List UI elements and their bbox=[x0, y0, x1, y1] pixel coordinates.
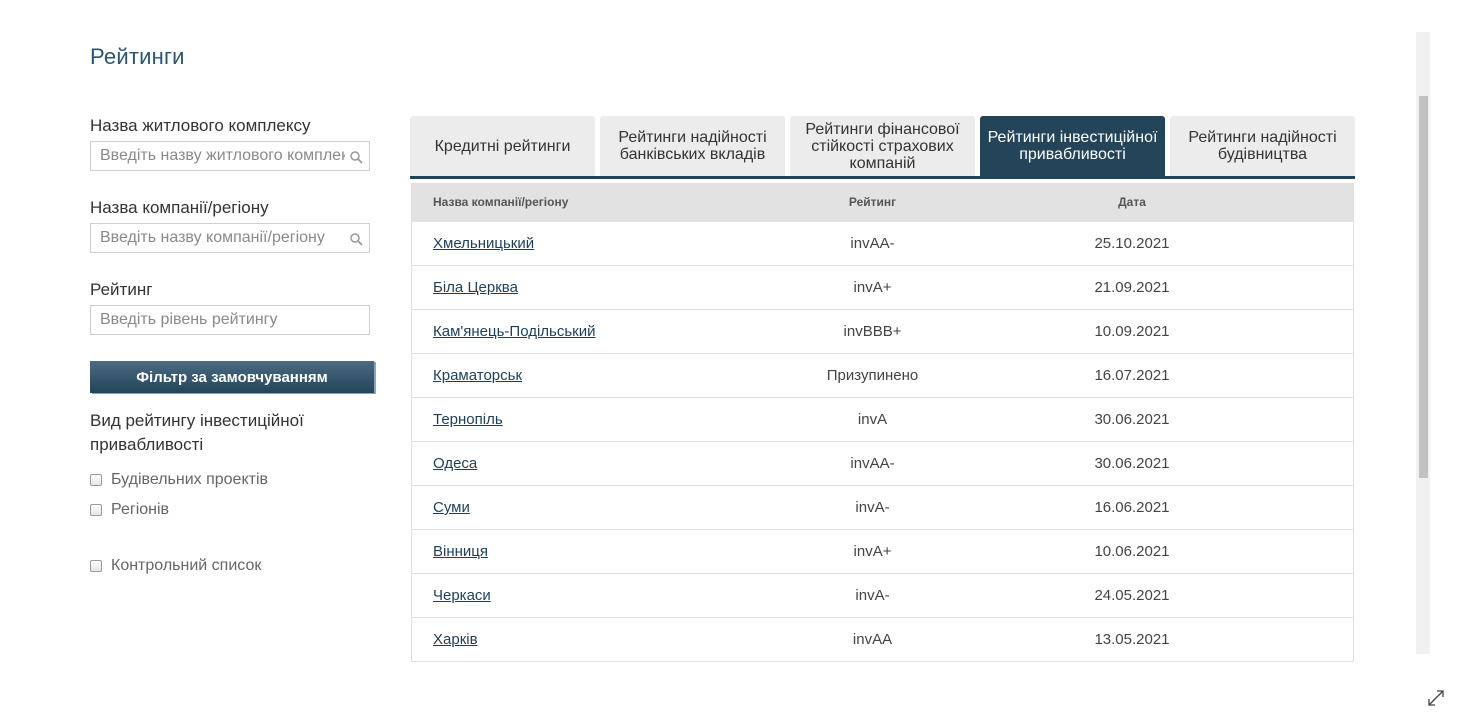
rating-cell: invA+ bbox=[764, 266, 981, 310]
rating-type-title: Вид рейтингу інвестиційної привабливості bbox=[90, 411, 304, 454]
date-cell: 10.06.2021 bbox=[981, 530, 1283, 574]
table-row bbox=[412, 574, 1353, 618]
complex-label: Назва житлового комплексу bbox=[90, 116, 311, 135]
table-row bbox=[412, 354, 1353, 398]
rating-field bbox=[90, 305, 370, 335]
rating-cell: invAA bbox=[764, 618, 981, 662]
company-link[interactable]: Суми bbox=[433, 499, 470, 516]
checkbox-icon[interactable] bbox=[90, 504, 102, 516]
date-cell: 16.06.2021 bbox=[981, 486, 1283, 530]
checkbox-label: Регіонів bbox=[111, 501, 170, 518]
date-cell: 30.06.2021 bbox=[981, 442, 1283, 486]
date-cell: 25.10.2021 bbox=[981, 222, 1283, 266]
date-cell: 30.06.2021 bbox=[981, 398, 1283, 442]
rating-cell: invBBB+ bbox=[764, 310, 981, 354]
rating-cell: invAA- bbox=[764, 222, 981, 266]
scrollbar-thumb[interactable] bbox=[1419, 96, 1428, 478]
checkbox-icon[interactable] bbox=[90, 474, 102, 486]
tab-construction-ratings[interactable]: Рейтинги надійності будівництва bbox=[1170, 116, 1355, 176]
date-cell: 16.07.2021 bbox=[981, 354, 1283, 398]
company-link[interactable]: Черкаси bbox=[433, 587, 491, 604]
column-spacer bbox=[1283, 183, 1353, 222]
complex-search-input[interactable] bbox=[91, 142, 369, 170]
column-header-rating[interactable]: Рейтинг bbox=[764, 183, 981, 222]
rating-tabs bbox=[410, 116, 1355, 179]
company-link[interactable]: Тернопіль bbox=[433, 411, 503, 428]
company-link[interactable]: Кам'янець-Подільський bbox=[433, 323, 596, 340]
company-link[interactable]: Харків bbox=[433, 631, 478, 648]
rating-input[interactable] bbox=[91, 306, 369, 334]
table-row bbox=[412, 266, 1353, 310]
date-cell: 21.09.2021 bbox=[981, 266, 1283, 310]
rating-cell: invA+ bbox=[764, 530, 981, 574]
table-row bbox=[412, 310, 1353, 354]
ratings-table bbox=[411, 183, 1354, 662]
date-cell: 13.05.2021 bbox=[981, 618, 1283, 662]
rating-cell: invAA- bbox=[764, 442, 981, 486]
checkbox-construction-projects[interactable] bbox=[90, 471, 380, 489]
company-link[interactable]: Хмельницький bbox=[433, 235, 535, 252]
rating-cell: invA bbox=[764, 398, 981, 442]
rating-cell: invA- bbox=[764, 574, 981, 618]
date-cell: 10.09.2021 bbox=[981, 310, 1283, 354]
date-cell: 24.05.2021 bbox=[981, 574, 1283, 618]
rating-cell: invA- bbox=[764, 486, 981, 530]
table-row bbox=[412, 530, 1353, 574]
checkbox-label: Контрольний список bbox=[111, 557, 262, 574]
table-row bbox=[412, 486, 1353, 530]
table-row bbox=[412, 398, 1353, 442]
rating-cell: Призупинено bbox=[764, 354, 981, 398]
filter-sidebar bbox=[90, 116, 380, 575]
table-row bbox=[412, 222, 1353, 266]
table-header-row bbox=[412, 183, 1353, 222]
column-header-name[interactable]: Назва компанії/регіону bbox=[412, 183, 764, 222]
tab-credit-ratings[interactable]: Кредитні рейтинги bbox=[410, 116, 595, 176]
search-icon[interactable] bbox=[349, 150, 363, 164]
default-filter-button[interactable]: Фільтр за замовчуванням bbox=[90, 361, 374, 393]
checkbox-label: Будівельних проектів bbox=[111, 471, 269, 488]
company-link[interactable]: Вінниця bbox=[433, 543, 488, 560]
checkbox-regions[interactable] bbox=[90, 501, 380, 519]
tab-bank-deposit-ratings[interactable]: Рейтинги надійності банківських вкладів bbox=[600, 116, 785, 176]
search-icon[interactable] bbox=[349, 232, 363, 246]
column-header-date[interactable]: Дата bbox=[981, 183, 1283, 222]
checkbox-watchlist[interactable] bbox=[90, 557, 380, 575]
company-link[interactable]: Біла Церква bbox=[433, 279, 518, 296]
company-link[interactable]: Краматорськ bbox=[433, 367, 523, 384]
table-row bbox=[412, 618, 1353, 662]
page-title: Рейтинги bbox=[90, 44, 185, 69]
tab-insurance-ratings[interactable]: Рейтинги фінансової стійкості страхових компаній bbox=[790, 116, 975, 176]
rating-label: Рейтинг bbox=[90, 280, 153, 299]
table-row bbox=[412, 442, 1353, 486]
company-label: Назва компанії/регіону bbox=[90, 198, 269, 217]
expand-icon[interactable] bbox=[1426, 688, 1446, 708]
checkbox-icon[interactable] bbox=[90, 560, 102, 572]
company-search-input[interactable] bbox=[91, 224, 369, 252]
tab-investment-ratings[interactable]: Рейтинги інвестиційної привабливості bbox=[980, 116, 1165, 176]
complex-search-field bbox=[90, 141, 370, 171]
company-link[interactable]: Одеса bbox=[433, 455, 478, 472]
company-search-field bbox=[90, 223, 370, 253]
